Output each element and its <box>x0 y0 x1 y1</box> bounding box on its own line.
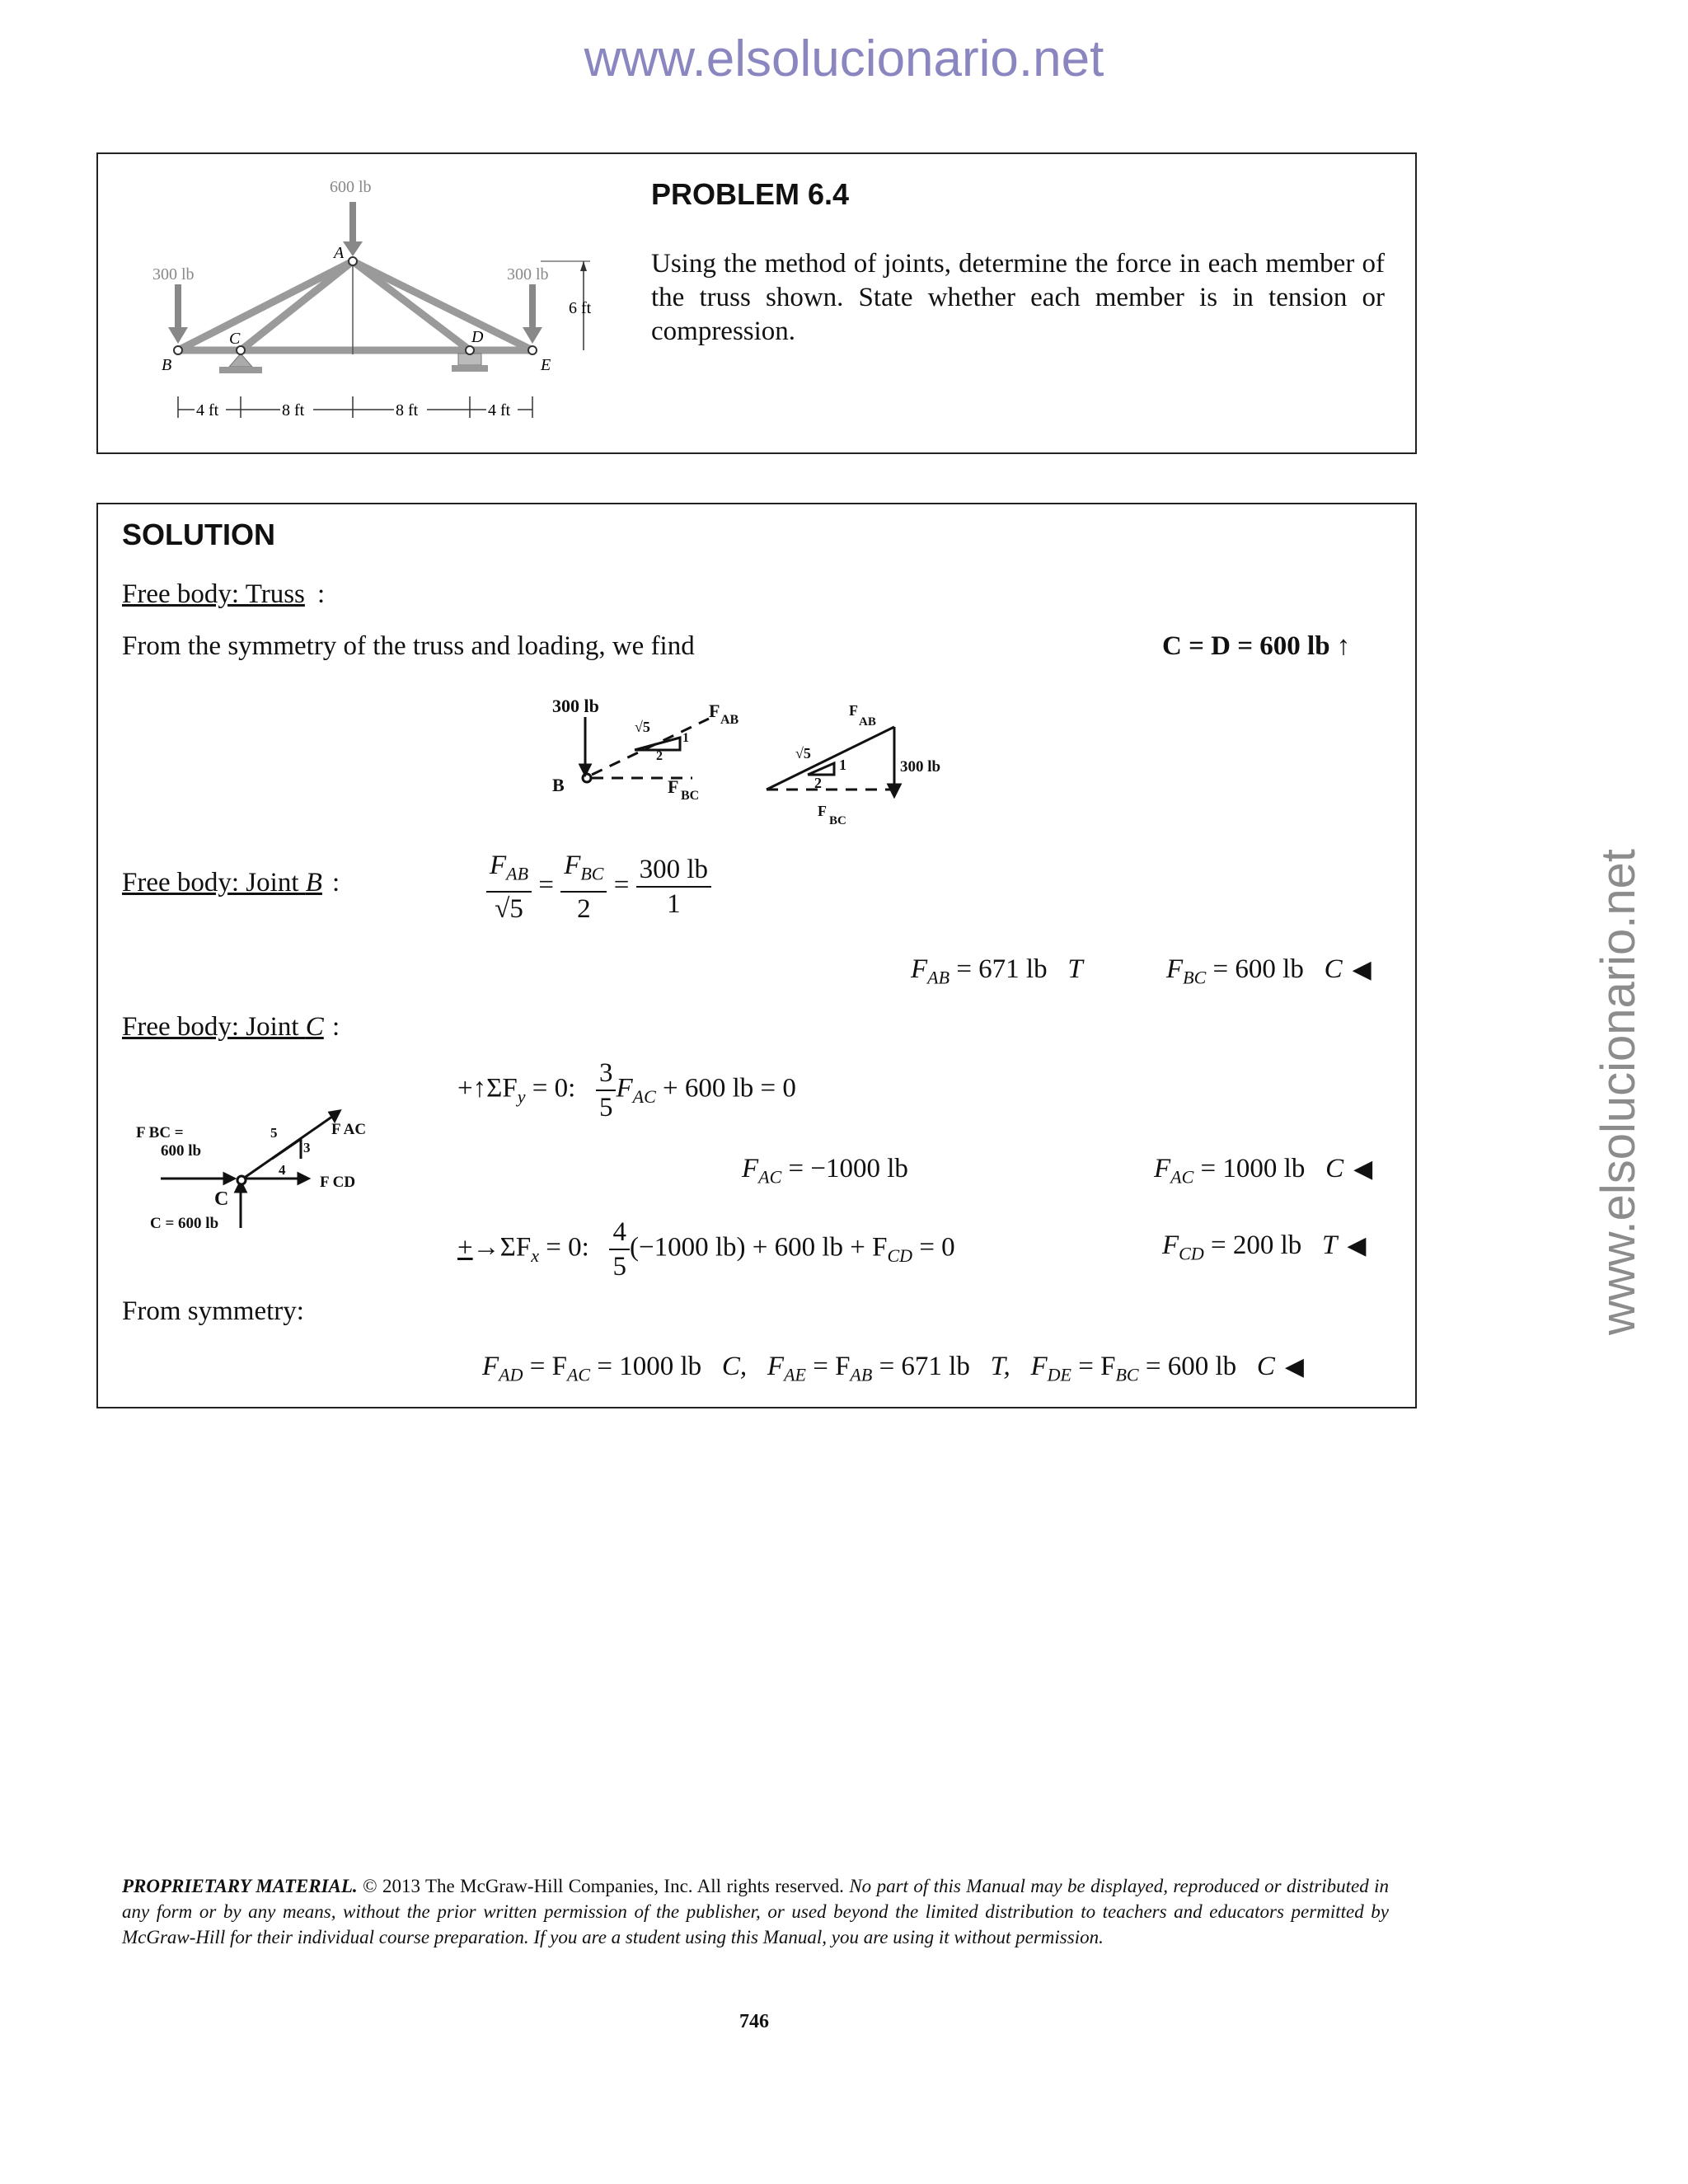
answer-marker-icon: ◀ <box>1353 1155 1373 1183</box>
answer-marker-icon: ◀ <box>1284 1353 1304 1380</box>
arrow-up-icon: ↑ <box>1329 631 1351 661</box>
problem-title: PROBLEM 6.4 <box>651 177 850 211</box>
svg-text:4: 4 <box>279 1162 286 1178</box>
svg-text:BC: BC <box>681 789 700 803</box>
svg-text:AB: AB <box>720 713 739 727</box>
svg-text:C = 600 lb: C = 600 lb <box>150 1215 219 1232</box>
page-number: 746 <box>739 2011 769 2032</box>
svg-text:AB: AB <box>859 715 876 729</box>
svg-text:F CD: F CD <box>320 1174 356 1191</box>
svg-text:1: 1 <box>839 757 846 773</box>
final-results: $F_{AD} = F_{AC} = 1000$ lb C, $F_{AE} = F_{AB} = 671$ lb T, $F_{DE} = F_{BC} = 600$ lb C ◀ <box>482 1352 1304 1385</box>
footer-copyright: PROPRIETARY MATERIAL. © 2013 The McGraw-Hill Companies, Inc. All rights reserved. No part of this Manual may be displayed, reproduced or distributed in any form or by any means, without the prior written permission of the publisher, or used beyond the limited distribution to teachers and educators permitted by McGraw-Hill for their individual course preparation. If you are a student using this Manual, you are using it without permission. <box>122 1876 1389 1947</box>
result-fac: $F_{AC} = 1000$ lb C ◀ <box>1154 1154 1373 1188</box>
svg-text:F: F <box>818 803 827 819</box>
svg-text:F: F <box>849 702 858 719</box>
load-600: 600 lb <box>330 178 372 196</box>
joint-b-sketch <box>544 692 973 837</box>
equation-sum-fy: $+↑\Sigma F_y = 0$: $\frac{3}{5}$ $F_{AC} + 600$ lb = 0 <box>457 1058 796 1122</box>
joint-c-label: C <box>229 330 241 348</box>
svg-text:F AC: F AC <box>331 1121 367 1138</box>
fac-calculation: $F_{AC} = -1000$ lb <box>742 1154 908 1188</box>
svg-text:BC: BC <box>829 814 846 827</box>
joint-a-label: A <box>334 244 345 262</box>
fb-joint-b-label: Free body: Joint B <box>122 868 322 898</box>
span-1: 4 ft <box>196 401 219 419</box>
fb-truss-label: Free body: Truss <box>122 579 305 609</box>
svg-text:√5: √5 <box>635 719 650 735</box>
svg-text:300 lb: 300 lb <box>900 758 941 776</box>
svg-text:1: 1 <box>682 731 689 745</box>
joint-b-label: B <box>162 356 172 374</box>
joint-e-label: E <box>541 356 551 374</box>
span-4: 4 ft <box>488 401 511 419</box>
arrow-up-icon: ↑ <box>472 1073 487 1104</box>
fb-joint-b-colon: : <box>332 868 340 898</box>
span-2: 8 ft <box>282 401 305 419</box>
result-fbc: $F_{BC} = 600$ lb C ◀ <box>1166 954 1372 988</box>
result-fab: $F_{AB} = 671$ lb T <box>911 954 1083 988</box>
answer-marker-icon: ◀ <box>1352 956 1372 983</box>
load-300-left: 300 lb <box>152 265 195 284</box>
joint-c-sketch <box>132 1096 387 1244</box>
symmetry-text: From the symmetry of the truss and loading, we find <box>122 631 695 661</box>
load-300-right: 300 lb <box>507 265 549 284</box>
svg-text:F: F <box>709 701 720 721</box>
svg-text:F BC =: F BC = <box>136 1124 184 1141</box>
height-label: 6 ft <box>569 299 592 317</box>
watermark-top: www.elsolucionario.net <box>584 30 1104 87</box>
result-fcd: $F_{CD} = 200$ lb T ◀ <box>1162 1230 1367 1264</box>
svg-text:300 lb: 300 lb <box>552 696 599 716</box>
svg-text:2: 2 <box>656 749 663 763</box>
fb-truss-colon: : <box>317 579 326 609</box>
svg-text:600 lb: 600 lb <box>161 1142 202 1160</box>
answer-marker-icon: ◀ <box>1347 1232 1367 1259</box>
span-3: 8 ft <box>396 401 419 419</box>
fb-joint-c-label: Free body: Joint C <box>122 1012 324 1042</box>
equation-sum-fx: $+\to\Sigma F_x = 0$: $\frac{4}{5}$ (−1000 lb) + 600 lb + $F_{CD} = 0$ <box>457 1217 955 1282</box>
equation-joint-b: $\frac{F_{AB}}{√5}$ = $\frac{F_{BC}}{2}$ = $\frac{300 lb}{1}$ <box>486 849 711 926</box>
arrow-right-icon: → <box>472 1232 500 1263</box>
truss-figure <box>140 169 618 441</box>
symmetry-label: From symmetry: <box>122 1296 304 1326</box>
problem-text: Using the method of joints, determine the force in each member of the truss shown. State whether each member is in tension or compression. <box>651 249 1385 346</box>
svg-text:C: C <box>214 1188 229 1210</box>
solution-title: SOLUTION <box>122 518 275 551</box>
svg-text:5: 5 <box>270 1125 278 1141</box>
reaction-result: C = D = 600 lb ↑ <box>1162 631 1351 661</box>
svg-text:B: B <box>552 775 565 795</box>
watermark-side: www.elsolucionario.net <box>1592 849 1645 1335</box>
svg-text:2: 2 <box>814 775 822 791</box>
joint-d-label: D <box>471 328 484 346</box>
svg-text:F: F <box>668 776 679 797</box>
svg-text:3: 3 <box>303 1140 311 1155</box>
fb-joint-c-colon: : <box>332 1012 340 1042</box>
svg-text:√5: √5 <box>795 745 811 762</box>
